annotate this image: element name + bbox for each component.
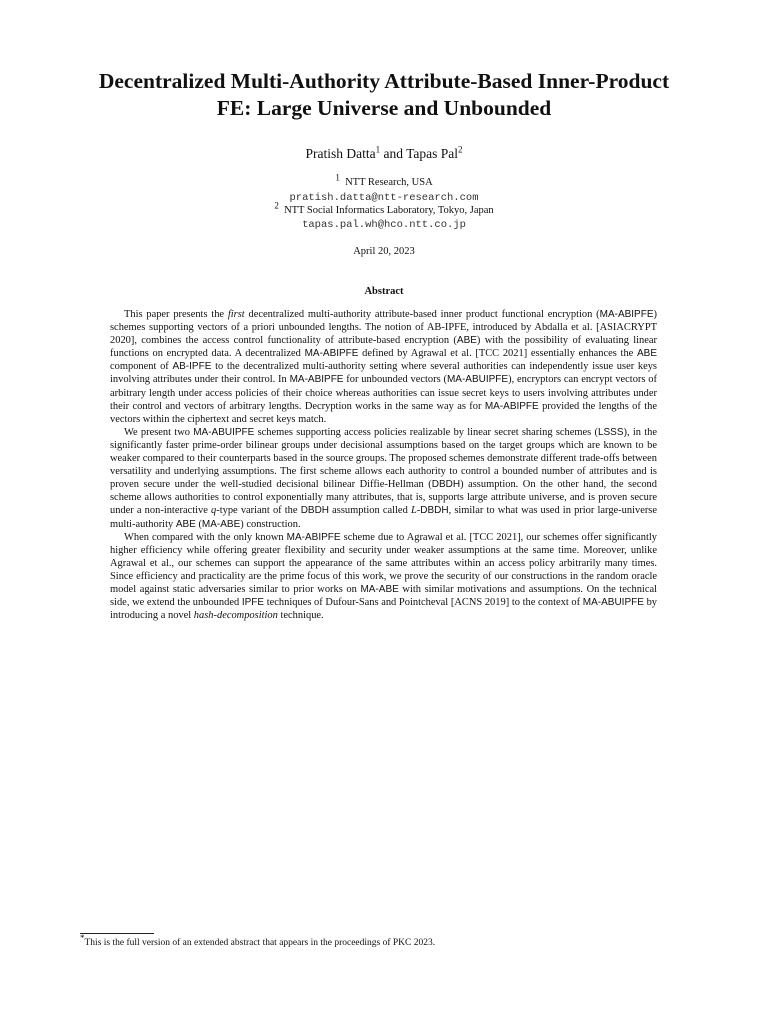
affiliation-name: NTT Research, USA	[345, 177, 433, 188]
term: MA-ABIPFE	[599, 309, 654, 320]
text-run: technique.	[277, 610, 324, 622]
text-run: techniques of Dufour-Sans and Pointcheval [ACNS 2019] to the context of	[264, 597, 583, 609]
term: LSSS	[597, 426, 624, 438]
text-run: decentralized multi-authority attribute-based inner product functional encryption (	[244, 309, 600, 320]
text-run: ) with the possibility of evaluating linear functions on encrypted data. A decentralized	[110, 335, 657, 360]
term: DBDH	[420, 505, 449, 517]
paper-title	[40, 68, 728, 122]
math-symbol: q	[211, 505, 217, 517]
term: MA-ABIPFE	[286, 531, 341, 543]
text-run: ) construction.	[240, 518, 301, 530]
term: DBDH	[300, 505, 330, 517]
term: MA-ABIPFE	[484, 400, 539, 412]
term: AB-IPFE	[172, 361, 212, 373]
text-run: first	[227, 309, 245, 320]
term: MA-ABUIPFE	[193, 426, 255, 438]
text-run: We present two	[124, 426, 194, 438]
term: ABE	[636, 348, 657, 360]
affiliation-name: NTT Social Informatics Laboratory, Tokyo, Japan	[284, 205, 494, 216]
footnote	[80, 933, 680, 949]
abstract-heading: Abstract	[364, 286, 404, 297]
author-line	[0, 146, 768, 162]
title-line-1: Decentralized Multi-Authority Attribute-Based Inner-Product	[98, 69, 670, 93]
term: DBDH	[431, 479, 461, 491]
affiliation-mark: 2	[458, 144, 463, 155]
author-email-1: pratish.datta@ntt-research.com	[289, 192, 479, 204]
affiliation-1	[0, 172, 768, 188]
footnote-rule	[80, 933, 154, 934]
text-run: by introducing a novel	[110, 597, 658, 622]
term: ABE	[175, 518, 196, 530]
text-run: ), encryptors can encrypt vectors of arbitrary length under access policies of their choice whereas authorities can issue secret keys to users involving attributes under their control and vectors of arbitrary lengths. Decryption works in the same way as for	[110, 374, 657, 412]
abstract-paragraph-1	[110, 308, 657, 426]
abstract-paragraph-2	[110, 426, 657, 531]
term: MA-ABUIPFE	[582, 597, 644, 609]
author-name: Tapas Pal	[406, 146, 459, 161]
text-run: ) assumption. On the other hand, the second scheme allows authorities to control exponentially many attributes, that is, supports large attribute universe, and is proven secure under a non-interactive	[110, 479, 657, 517]
footnote-mark: *	[80, 933, 85, 943]
text-run: defined by Agrawal et al. [TCC 2021] essentially enhances the	[358, 348, 637, 360]
text-run: -type variant of the	[216, 505, 301, 517]
author-name: Pratish Datta	[305, 146, 376, 161]
affiliation-mark: 2	[274, 200, 279, 211]
math-symbol: L	[410, 505, 417, 517]
abstract-body	[110, 308, 657, 622]
abstract-paragraph-3	[110, 531, 657, 623]
term: MA-ABE	[360, 583, 399, 595]
title-line-2: FE: Large Universe and Unbounded	[216, 96, 552, 120]
text-run: provided the lengths of the vectors within the ciphertext and secret keys match.	[110, 400, 657, 425]
affiliation-mark: 1	[335, 172, 340, 183]
author-conjunction: and	[380, 146, 407, 161]
text-run: component of	[110, 361, 173, 373]
text-run: for unbounded vectors (	[343, 374, 447, 386]
affiliation-2	[0, 200, 768, 216]
text-run: -	[416, 505, 421, 517]
paper-date: April 20, 2023	[353, 246, 415, 257]
term: ABE	[456, 335, 477, 347]
text-run: hash-decomposition	[193, 610, 278, 622]
text-run: assumption called	[329, 505, 411, 517]
text-run: This paper presents the	[124, 309, 228, 320]
text-run: to the decentralized multi-authority setting where several authorities can independently issue user keys involving attributes under their control. In	[110, 361, 657, 386]
text-run: , similar to what was used in prior large-universe multi-authority	[110, 505, 658, 530]
text-run: scheme due to Agrawal et al. [TCC 2021], our schemes offer significantly higher efficiency while offering greater flexibility and security under weaker assumptions at the same time. Moreover, unlike Agrawal et al., our schemes can support the appearance of the same attributes within an access policy arbitrarily many times. Since efficiency and practicality are the prime focus of this work, we prove the security of our constructions in the random oracle model against static adversaries similar to prior works on	[110, 531, 657, 595]
text-run: When compared with the only known	[124, 531, 287, 543]
text-run: with similar motivations and assumptions. On the technical side, we extend the unbounded	[110, 583, 657, 609]
term: MA-ABUIPFE	[446, 374, 509, 386]
text-run: ), in the significantly faster prime-order bilinear groups under decisional assumptions based on the target groups which are known to be weaker compared to their counterparts based in the source groups. The proposed schemes demonstrate different trade-offs between versatility and underlying assumptions. The first scheme allows each authority to control a bounded number of attributes and is proven secure under the well-studied decisional bilinear Diffie-Hellman (	[110, 426, 657, 491]
author-email-2: tapas.pal.wh@hco.ntt.co.jp	[302, 219, 466, 231]
term: MA-ABE	[201, 518, 241, 530]
text-run: (	[195, 518, 202, 530]
footnote-text: This is the full version of an extended abstract that appears in the proceedings of PKC 2023.	[84, 938, 436, 949]
term: MA-ABIPFE	[289, 374, 344, 386]
affiliation-mark: 1	[375, 144, 381, 155]
term: MA-ABIPFE	[304, 348, 359, 360]
term: IPFE	[241, 597, 265, 609]
text-run: ) schemes supporting vectors of a priori unbounded lengths. The notion of AB-IPFE, introduced by Abdalla et al. [ASIACRYPT 2020], combines the access control functionality of attribute-based encryption (	[110, 309, 657, 347]
text-run: schemes supporting access policies realizable by linear secret sharing schemes (	[254, 426, 598, 438]
